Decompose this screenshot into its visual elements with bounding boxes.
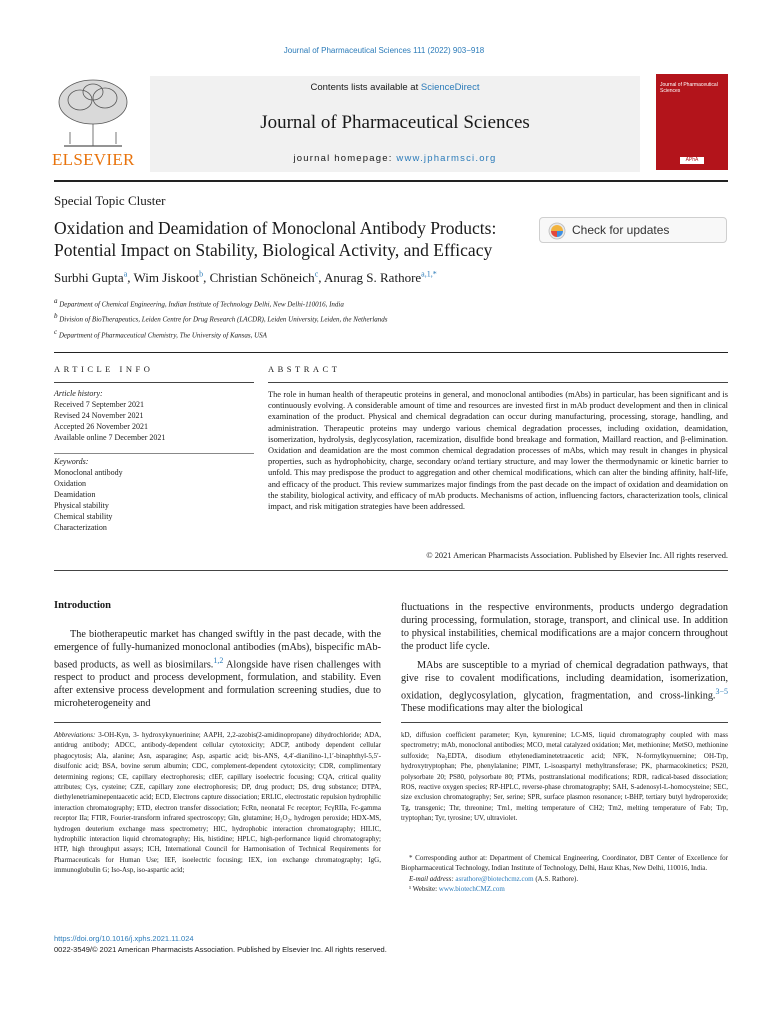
affiliation-rule [54, 352, 728, 353]
check-for-updates-button[interactable] [539, 217, 727, 243]
journal-citation-link[interactable]: Journal of Pharmaceutical Sciences 111 (2022) 903−918 [283, 46, 485, 55]
intro-paragraph-1: The biotherapeutic market has changed swiftly in the past decade, with the emergence of fully-humanized monoclonal antibodies (mAbs), bispecific mAb-based products, as well as biosimilars.$^{1,2}$ Alongside have risen challenges with respect to product and process development, formulation, and stability. Even after extensive process development and formulation screening studies, due to microheterogeneity and [54, 629, 381, 710]
keyword-item: Physical stability [54, 501, 109, 510]
history-accepted: Accepted 26 November 2021 [54, 422, 148, 431]
sciencedirect-link[interactable]: ScienceDirect [420, 82, 480, 93]
header-rule [54, 180, 728, 182]
journal-header [150, 76, 640, 172]
history-revised: Revised 24 November 2021 [54, 411, 144, 420]
abstract-text: The role in human health of therapeutic proteins in general, and monoclonal antibodies (mAbs) in particular, has been significant and is continuously evolving. A considerable amount of time and resources are invested first in mAb product development and then in clinical examination of the product. Physical and chemical degradation can occur during manufacturing, processing, storage, handling, and administration. Therapeutic proteins may undergo various chemical degradation processes, including oxidation, deamidation, isomerization, hydrolysis, deglycosylation, racemization, disulfide bond breakage and formation, Maillard reaction, and β-elimination. Oxidation and deamidation are the most common chemical degradation processes of mAbs, which may result in changes in physical properties, such as hydrophobicity, charge, secondary or/and tertiary structure, and may lower the thermodynamic or kinetic barrier to unfold. This may predispose the product to aggregation and other chemical modifications, which can alter the binding affinity, half-life, and efficacy of the product. This review summarizes major findings from the past decade on the impact of oxidation and deamidation on the stability, biological activity, and efficacy of mAb products. Mechanisms of action, influencing factors, characterization tools, clinical impact, and risk mitigation strategies have been addressed. [268, 390, 728, 512]
affiliation-a: $^a$ Department of Chemical Engineering, Indian Institute of Technology Delhi, New Delhi-110016, India [54, 297, 344, 309]
introduction-heading: Introduction [54, 600, 111, 611]
website-link[interactable]: www.biotechCMZ.com [438, 885, 505, 894]
paper-title [54, 217, 534, 261]
history-received: Received 7 September 2021 [54, 400, 144, 409]
abbreviations-right: kD, diffusion coefficient parameter; Kyn, kynurenine; LC-MS, liquid chromatography coupled with mass spectrometry; mAb, monoclonal antibodies; MCO, metal catalyzed oxidation; Met, methionine; MetSO, methionine sulfoxide; Na₂EDTA, disodium ethylenediaminetetraacetic acid; NFK, N-formylkynuernine; OH-Trp, hydroxytryptophan; Phe, phenylalanine; PIMT, L-isoaspartyl methyltransferase; PK, pharmacokinetics; PS20, polysorbate 20; PS80, polysorbate 80; PTMs, posttranslational modifications; RDR, radical-based dissociation; ROS, reactive oxygen species; RP-HPLC, reverse-phase chromatography; SAH, S-adenosyl-L-homocysteine; SEC, size exclusion chromatography; Ser, serine; SPR, surface plasmon resonance; t-BHP, tertiary butyl hydroperoxide; Tg, transgenic; Thr, threonine; Tm1, melting temperature of CH2; Tm2, melting temperature of Fab; Trp, tryptophan; Tyr, tyrosine; UV, ultraviolet. [401, 731, 728, 823]
citation-ref[interactable]: 1,2 [213, 656, 224, 665]
paper-title-line-2: Potential Impact on Stability, Biological Activity, and Efficacy [54, 240, 493, 260]
doi-link[interactable]: https://doi.org/10.1016/j.xphs.2021.11.024 [54, 934, 194, 943]
citation-ref[interactable]: 3−5 [715, 687, 728, 696]
abstract-copyright: © 2021 American Pharmacists Association. Published by Elsevier Inc. All rights reserved. [426, 551, 728, 560]
author-2[interactable]: Wim Jiskoot$^b$, [133, 270, 210, 286]
affiliations [54, 295, 388, 341]
footnote-rule-left [54, 722, 381, 723]
keyword-item: Oxidation [54, 479, 86, 488]
keywords [54, 456, 123, 533]
affiliation-b: $^b$ Division of BioTherapeutics, Leiden Centre for Drug Research (LACDR), Leiden University, Leiden, the Netherlands [54, 312, 388, 324]
history-label: Article history: [54, 389, 103, 398]
author-3[interactable]: Christian Schöneich$^c$, [209, 270, 325, 286]
website-line: ¹ Website: www.biotechCMZ.com [409, 885, 505, 894]
corresponding-author-note [401, 853, 728, 895]
homepage-line: journal homepage: www.jpharmsci.org [293, 153, 497, 164]
history-online: Available online 7 December 2021 [54, 433, 166, 442]
keyword-item: Deamidation [54, 490, 96, 499]
keywords-label: Keywords: [54, 457, 89, 466]
issn-copyright: 0022-3549/© 2021 American Pharmacists Association. Published by Elsevier Inc. All rights reserved. [54, 945, 387, 954]
keyword-item: Characterization [54, 523, 107, 532]
cover-badge: APhA [680, 157, 704, 164]
intro-left-column [54, 628, 381, 710]
homepage-link[interactable]: www.jpharmsci.org [396, 153, 497, 164]
article-info-heading: ARTICLE INFO [54, 364, 154, 374]
section-label: Special Topic Cluster [54, 193, 166, 208]
journal-cover-thumbnail [656, 74, 728, 170]
article-info-rule [54, 382, 254, 383]
check-updates-label: Check for updates [572, 223, 670, 237]
author-1[interactable]: Surbhi Gupta$^a$, [54, 270, 134, 286]
keyword-item: Chemical stability [54, 512, 113, 521]
journal-title: Journal of Pharmaceutical Sciences [260, 112, 530, 133]
author-4[interactable]: Anurag S. Rathore$^{a,1,*}$ [324, 270, 437, 286]
footnote-rule-right [401, 722, 728, 723]
abbreviations-label: Abbreviations: [54, 731, 96, 739]
email-link[interactable]: asrathore@biotechcmz.com [455, 874, 534, 883]
keywords-rule [54, 453, 254, 454]
cover-title: Journal of Pharmaceutical Sciences [660, 82, 718, 94]
abstract-heading: ABSTRACT [268, 364, 341, 374]
author-list [54, 270, 437, 286]
email-line: E-mail address: asrathore@biotechcmz.com (A.S. Rathore). [409, 874, 579, 883]
contents-line: Contents lists available at ScienceDirect [310, 82, 480, 93]
intro-paragraph-3: MAbs are susceptible to a myriad of chemical degradation pathways, that give rise to covalent modifications, including deamidation, isomerization, oxidation, deglycosylation, glycation, fragmentation, and cross-linking.$^{3-5}$ These modifications may alter the biological [401, 660, 728, 715]
intro-paragraph-2: fluctuations in the respective environments, products undergo degradation during processing, formulation, storage, transport, and clinical use. In addition to physical instabilities, chemical modifications are a major concern throughout the product life cycle. [401, 602, 728, 652]
paper-title-line-1: Oxidation and Deamidation of Monoclonal Antibody Products: [54, 218, 497, 238]
corresponding-author-text: * Corresponding author at: Department of Chemical Engineering, Coordinator, DBT Center of Excellence for Biopharmaceutical Technology, Indian Institute of Technology, Delhi, Hauz Khas, New Delhi, 110016, India. [401, 854, 728, 873]
abstract-bottom-rule [54, 570, 728, 571]
affiliation-c: $^c$ Department of Pharmaceutical Chemistry, The University of Kansas, USA [54, 327, 267, 339]
elsevier-wordmark: ELSEVIER [52, 150, 135, 169]
keyword-item: Monoclonal antibody [54, 468, 123, 477]
abstract-rule [268, 382, 728, 383]
article-history [54, 388, 165, 443]
check-updates-icon [548, 222, 566, 240]
intro-right-column [401, 601, 728, 715]
abbreviations-left: Abbreviations: 3-OH-Kyn, 3- hydroxykynuerinine; AAPH, 2,2-azobis(2-amidinopropane) dihydrochloride; ADA, antidrug antibody; ADCC, antibody-dependent cellular cytotoxicity; ADCP, antibody dependent cellular phagocytosis; Ala, alanine; Asn, asparagine; Asp, aspartic acid; bis-ANS, 4,4′-dianilino-1,1′-binaphthyl-5,5′-disulfonic acid; BSA, bovine serum albumin; CDC, complement-dependent cytotoxicity; CDR, complimentary determining regions; CE, capillary electrophoresis; cIEF, capillary isoelectric focusing; CQA, critical quality attributes; Cys, cysteine; CZE, capillary zone electrophoresis; DP, drug product; DS, drug substance; DTPA, diethylenetriaminepentaacetic acid; ECD, Electrons capture dissociation; ERLIC, electrostatic repulsion hydrophilic interaction chromatography; ETD, electron transfer dissociation; FcRn, neonatal Fc receptor; FcγRIIa, Fc-gamma receptor IIa; FTIR, Fourier-transform infrared spectroscopy; Gln, glutamine; H₂O₂, hydrogen peroxide; HDX-MS, hydrogen deuterium exchange mass spectrometry; HIC, hydrophobic interaction chromatography; HILIC, hydrophilic interaction liquid chromatography; His, histidine; HPLC, high-performance liquid chromatography; HTP, high throughput assays; ICH, International Council for Harmonisation of Technical Requirements for Pharmaceuticals for Human Use; IEF, isoelectric focusing; IEX, ion exchange chromatography; IgG, immunoglobulin G; Iso-Asp, iso-aspartic acid; [54, 731, 381, 875]
